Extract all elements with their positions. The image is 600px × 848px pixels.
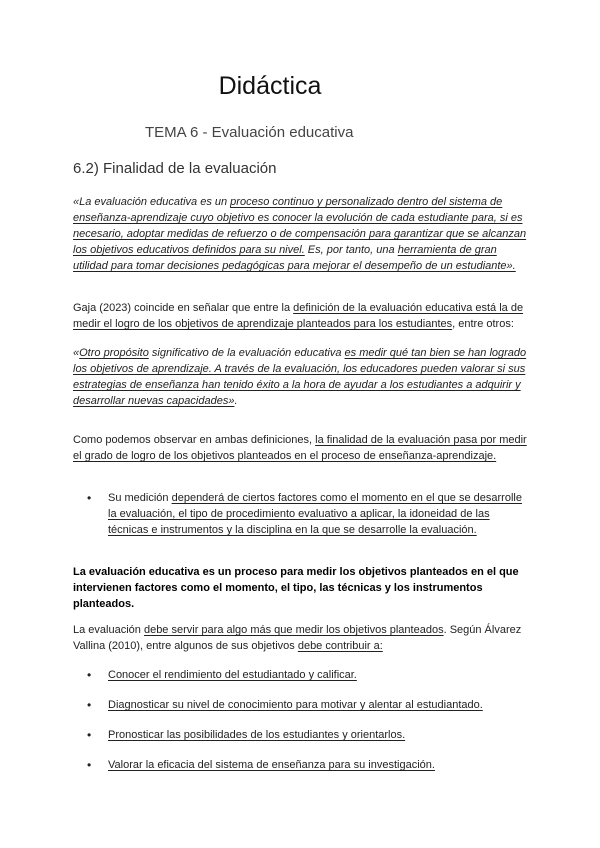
objective-text: Valorar la eficacia del sistema de enseñanza para su investigación. bbox=[108, 759, 435, 771]
paragraph-text: La evaluación bbox=[73, 624, 144, 636]
quote-highlight: herramienta de gran utilidad para tomar decisiones pedagógicas para mejorar el desempeño de un estudiante». bbox=[73, 244, 516, 272]
list-item-highlight: dependerá de ciertos factores como el momento en el que se desarrolle la evaluación, el tipo de procedimiento evaluativo a aplicar, la idoneidad de las técnicas e instrumentos y la disciplina en la que se desarrolle la evaluación. bbox=[108, 492, 522, 536]
paragraph-highlight: debe contribuir a: bbox=[297, 640, 383, 652]
paragraph-objectives bbox=[73, 622, 529, 654]
topic-subtitle: TEMA 6 - Evaluación educativa bbox=[145, 124, 354, 141]
objectives-list bbox=[73, 667, 529, 773]
paragraph-highlight: definición de la evaluación educativa está la de medir el logro de los objetivos de aprendizaje planteados para los estudiantes bbox=[73, 302, 524, 330]
list-item-text: Su medición bbox=[108, 492, 172, 504]
paragraph-highlight: la finalidad de la evaluación pasa por medir el grado de logro de los objetivos planteados en el proceso de enseñanza-aprendizaje. bbox=[73, 434, 527, 462]
section-heading: 6.2) Finalidad de la evaluación bbox=[73, 160, 277, 177]
paragraph-text: , entre otros: bbox=[452, 318, 514, 330]
summary-bold: La evaluación educativa es un proceso para medir los objetivos planteados en el que intervienen factores como el momento, el tipo, las técnicas y los instrumentos planteados. bbox=[73, 566, 519, 610]
quote-purpose bbox=[73, 345, 529, 409]
quote-text: « bbox=[73, 347, 80, 359]
quote-text: significativo de la evaluación educativa bbox=[148, 347, 345, 359]
paragraph-text: Gaja (2023) coincide en señalar que entre la bbox=[73, 302, 294, 314]
paragraph-gaja bbox=[73, 300, 529, 332]
quote-highlight: es medir qué tan bien se han logrado los objetivos de aprendizaje. A través de la evaluación, los educadores pueden valorar si sus estrategias de enseñanza han tenido éxito a la hora de ayudar a los estudiantes a adquirir y desarrollar nuevas capacidades» bbox=[73, 347, 527, 407]
page-title: Didáctica bbox=[218, 72, 322, 100]
objective-text: Diagnosticar su nivel de conocimiento para motivar y alentar al estudiantado. bbox=[108, 699, 483, 711]
list-item bbox=[73, 727, 529, 743]
paragraph-highlight: debe servir para algo más que medir los objetivos planteados bbox=[143, 624, 444, 636]
factors-list bbox=[73, 490, 529, 538]
list-item bbox=[73, 490, 529, 538]
quote-text: Es, por tanto, una bbox=[304, 244, 398, 256]
objective-text: Conocer el rendimiento del estudiantado y calificar. bbox=[108, 669, 357, 681]
list-item bbox=[73, 757, 529, 773]
paragraph-text: . Según Álvarez Vallina (2010), entre algunos de sus objetivos bbox=[73, 624, 522, 652]
quote-definition bbox=[73, 194, 529, 274]
paragraph-text: Como podemos observar en ambas definiciones, bbox=[73, 434, 316, 446]
list-item bbox=[73, 667, 529, 683]
quote-text: . bbox=[234, 395, 238, 407]
paragraph-conclusion bbox=[73, 432, 529, 464]
quote-highlight: proceso continuo y personalizado dentro del sistema de enseñanza-aprendizaje cuyo objetivo es conocer la evolución de cada estudiante para, si es necesario, adoptar medidas de refuerzo o de compensación para garantizar que se alcanzan los objetivos educativos definidos para su nivel. bbox=[73, 196, 527, 256]
quote-highlight: Otro propósito bbox=[79, 347, 149, 359]
list-item bbox=[73, 697, 529, 713]
quote-text: «La evaluación educativa es un bbox=[73, 196, 231, 208]
objective-text: Pronosticar las posibilidades de los estudiantes y orientarlos. bbox=[108, 729, 406, 741]
